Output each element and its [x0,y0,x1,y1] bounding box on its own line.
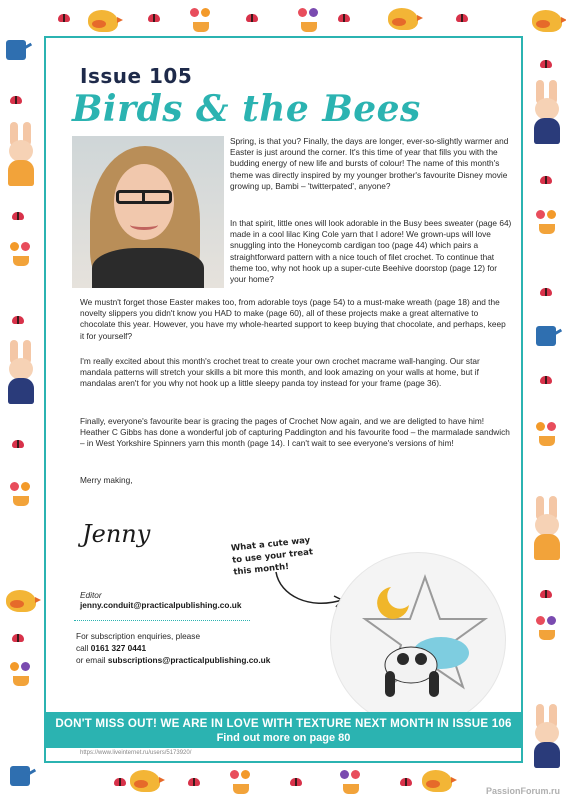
editor-role: Editor [80,590,102,600]
email-label: or email [76,655,108,665]
call-label: call [76,643,91,653]
flower-pot-icon [8,660,34,686]
banner-headline: DON'T MISS OUT! WE ARE IN LOVE WITH TEXTURE NEXT MONTH IN ISSUE 106 [55,717,512,730]
next-issue-banner[interactable] [44,712,523,748]
page-title: Birds & the Bees [72,88,421,130]
ladybug-icon [246,14,258,22]
flower-pot-icon [8,240,34,266]
bird-icon [422,770,452,792]
ladybug-icon [540,60,552,68]
banner-subline: Find out more on page 80 [216,732,351,744]
flower-pot-icon [534,208,560,234]
bird-icon [6,590,36,612]
article-paragraph-5: Finally, everyone's favourite bear is gracing the pages of Crochet Now again, and we are deligted to have him! Heather C Gibbs has done a wonderful job of capturing Paddington and his favourite food – the marmalade sandwich – in West Yorkshire Spinners yarn this month (page 14). I can't wait to see everyone's versions of him! [80,416,510,449]
ladybug-icon [540,590,552,598]
issue-number: Issue 105 [80,64,193,88]
ladybug-icon [114,778,126,786]
flower-pot-icon [296,6,322,32]
watering-can-icon [6,756,36,786]
editor-email-link[interactable]: jenny.conduit@practicalpublishing.co.uk [80,600,242,610]
ladybug-icon [58,14,70,22]
ladybug-icon [148,14,160,22]
flower-pot-icon [228,768,254,794]
handwritten-note: What a cute way to use your treat this month! [230,535,314,578]
flower-pot-icon [188,6,214,32]
bird-icon [88,10,118,32]
flower-pot-icon [534,420,560,446]
ladybug-icon [10,96,22,104]
article-paragraph-3: We mustn't forget those Easter makes too, from adorable toys (page 54) to a must-make wreath (page 18) and the novelty slippers you didn't know you HAD to make (page 60), all of these projects make a great alternative to chocolate this year. However, you have my whole-hearted support to keep buying that chocolate, and perhaps, keep it for yourself? [80,297,506,341]
ladybug-icon [456,14,468,22]
bunny-icon [530,496,564,566]
bird-icon [532,10,562,32]
bunny-icon [530,704,564,774]
site-watermark: PassionForum.ru [485,786,560,796]
article-paragraph-1: Spring, is that you? Finally, the days are longer, ever-so-slightly warmer and Easter is just around the corner. It's this time of year that fills you with the budding energy of new life and bursts of colour! The name of this month's theme was directly inspired by my younger brother's favourite Disney movie growing up, Bambi – 'twitterpated', anyone? [230,136,509,191]
ladybug-icon [12,440,24,448]
flower-pot-icon [534,614,560,640]
subscription-email-line [76,655,270,665]
panda-wall-hanging-photo [330,552,506,728]
ladybug-icon [540,376,552,384]
ladybug-icon [400,778,412,786]
editor-photo [72,136,224,288]
subscription-email-link[interactable]: subscriptions@practicalpublishing.co.uk [107,655,271,665]
article-paragraph-2: In that spirit, little ones will look adorable in the Busy bees sweater (page 64) made in a cool lilac King Cole yarn that I adore! We grown-ups will love snuggling into the Honeycomb cardigan too (page 44) which pairs a straightforward pattern with a nice touch of filet crochet. To continue that theme too, why not hook up a super-cute Beehive doorstop (page 12) for your home? [230,218,512,285]
subscription-phone[interactable]: 0161 327 0441 [90,643,147,653]
bunny-icon [530,80,564,150]
watering-can-icon [532,316,562,346]
subscription-text: For subscription enquiries, please [76,631,201,641]
ladybug-icon [338,14,350,22]
editor-signature: Jenny [82,520,151,548]
flower-pot-icon [338,768,364,794]
bunny-icon [4,122,38,192]
article-paragraph-4: I'm really excited about this month's crochet treat to create your own crochet macrame wall-hanging. Our star mandala patterns will stretch your skills a bit more this month, and look amazing on your walls at home, but if mandalas aren't for you why not hook up a little sleepy panda toy instead for your frame (page 36). [80,356,480,389]
ladybug-icon [188,778,200,786]
subscription-phone-line [76,643,146,653]
ladybug-icon [540,176,552,184]
sign-off: Merry making, [80,475,133,485]
ladybug-icon [12,634,24,642]
flower-pot-icon [8,480,34,506]
ladybug-icon [12,316,24,324]
ladybug-icon [12,212,24,220]
bunny-icon [4,340,38,410]
bird-icon [130,770,160,792]
ladybug-icon [290,778,302,786]
ladybug-icon [540,288,552,296]
bird-icon [388,8,418,30]
watering-can-icon [2,30,32,60]
source-url: https://www.liveinternet.ru/users/5173920/ [80,750,192,756]
divider [74,620,250,621]
